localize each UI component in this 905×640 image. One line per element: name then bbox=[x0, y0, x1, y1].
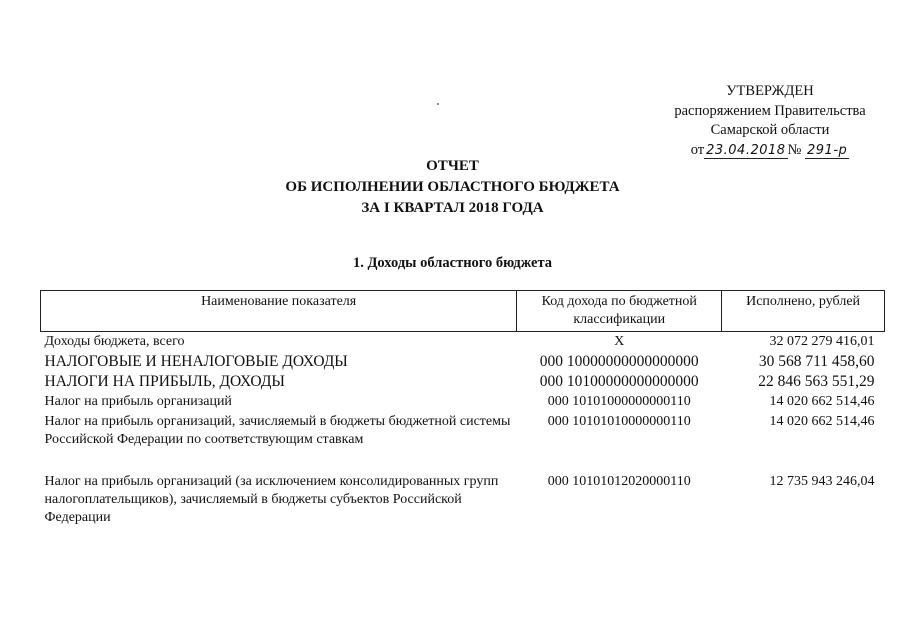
row-amount: 14 020 662 514,46 bbox=[769, 414, 875, 429]
table-row bbox=[41, 332, 885, 353]
row-amount: 30 568 711 458,60 bbox=[758, 353, 875, 370]
header-income-code: Код дохода по бюджетной классификации bbox=[517, 291, 722, 332]
row-code: 000 10101000000000110 bbox=[547, 394, 691, 409]
row-code: 000 10100000000000000 bbox=[539, 373, 699, 390]
table-header-row bbox=[41, 291, 885, 332]
row-amount: 32 072 279 416,01 bbox=[769, 334, 875, 349]
approval-region: Самарской области bbox=[710, 122, 830, 138]
row-name: Налог на прибыль организаций (за исключением консолидированных групп налогоплательщиков), зачисляемый в бюджеты субъектов Российской Федерации bbox=[44, 474, 499, 525]
scan-speck bbox=[437, 103, 439, 105]
report-title-line1: ОТЧЕТ bbox=[426, 158, 479, 174]
approval-stamp bbox=[640, 82, 900, 160]
table-row bbox=[41, 472, 885, 528]
table-row bbox=[41, 412, 885, 450]
row-amount: 14 020 662 514,46 bbox=[769, 394, 875, 409]
row-name: Налог на прибыль организаций bbox=[44, 394, 232, 409]
income-table bbox=[40, 290, 885, 528]
report-title-line3: ЗА I КВАРТАЛ 2018 ГОДА bbox=[361, 200, 544, 216]
section-heading: 1. Доходы областного бюджета bbox=[352, 255, 553, 271]
approval-date: 23.04.2018 bbox=[706, 142, 786, 158]
row-amount: 22 846 563 551,29 bbox=[758, 373, 875, 390]
row-code: 000 10101010000000110 bbox=[547, 414, 691, 429]
row-name: Налог на прибыль организаций, зачисляемый в бюджеты бюджетной системы Российской Федерации по соответствующим ставкам bbox=[44, 414, 511, 447]
row-name: НАЛОГИ НА ПРИБЫЛЬ, ДОХОДЫ bbox=[44, 373, 285, 390]
table-row bbox=[41, 372, 885, 392]
approval-issuer: распоряжением Правительства bbox=[674, 102, 866, 119]
approval-from-label: от bbox=[690, 141, 705, 158]
row-name: НАЛОГОВЫЕ И НЕНАЛОГОВЫЕ ДОХОДЫ bbox=[44, 353, 348, 370]
approval-number: 291-р bbox=[807, 142, 848, 158]
row-code: 000 10101012020000110 bbox=[547, 474, 691, 489]
row-code: X bbox=[614, 334, 625, 349]
header-indicator-name: Наименование показателя bbox=[41, 291, 517, 332]
header-executed-amount: Исполнено, рублей bbox=[722, 291, 885, 332]
row-amount: 12 735 943 246,04 bbox=[769, 474, 875, 489]
approval-number-label: № bbox=[787, 141, 802, 158]
report-title bbox=[0, 156, 905, 219]
approval-approved-label: УТВЕРЖДЕН bbox=[726, 83, 814, 99]
row-code: 000 10000000000000000 bbox=[539, 353, 699, 370]
row-spacer bbox=[41, 450, 885, 472]
table-row bbox=[41, 392, 885, 412]
table-row bbox=[41, 352, 885, 372]
report-title-line2: ОБ ИСПОЛНЕНИИ ОБЛАСТНОГО БЮДЖЕТА bbox=[285, 179, 620, 195]
row-name: Доходы бюджета, всего bbox=[44, 334, 185, 349]
